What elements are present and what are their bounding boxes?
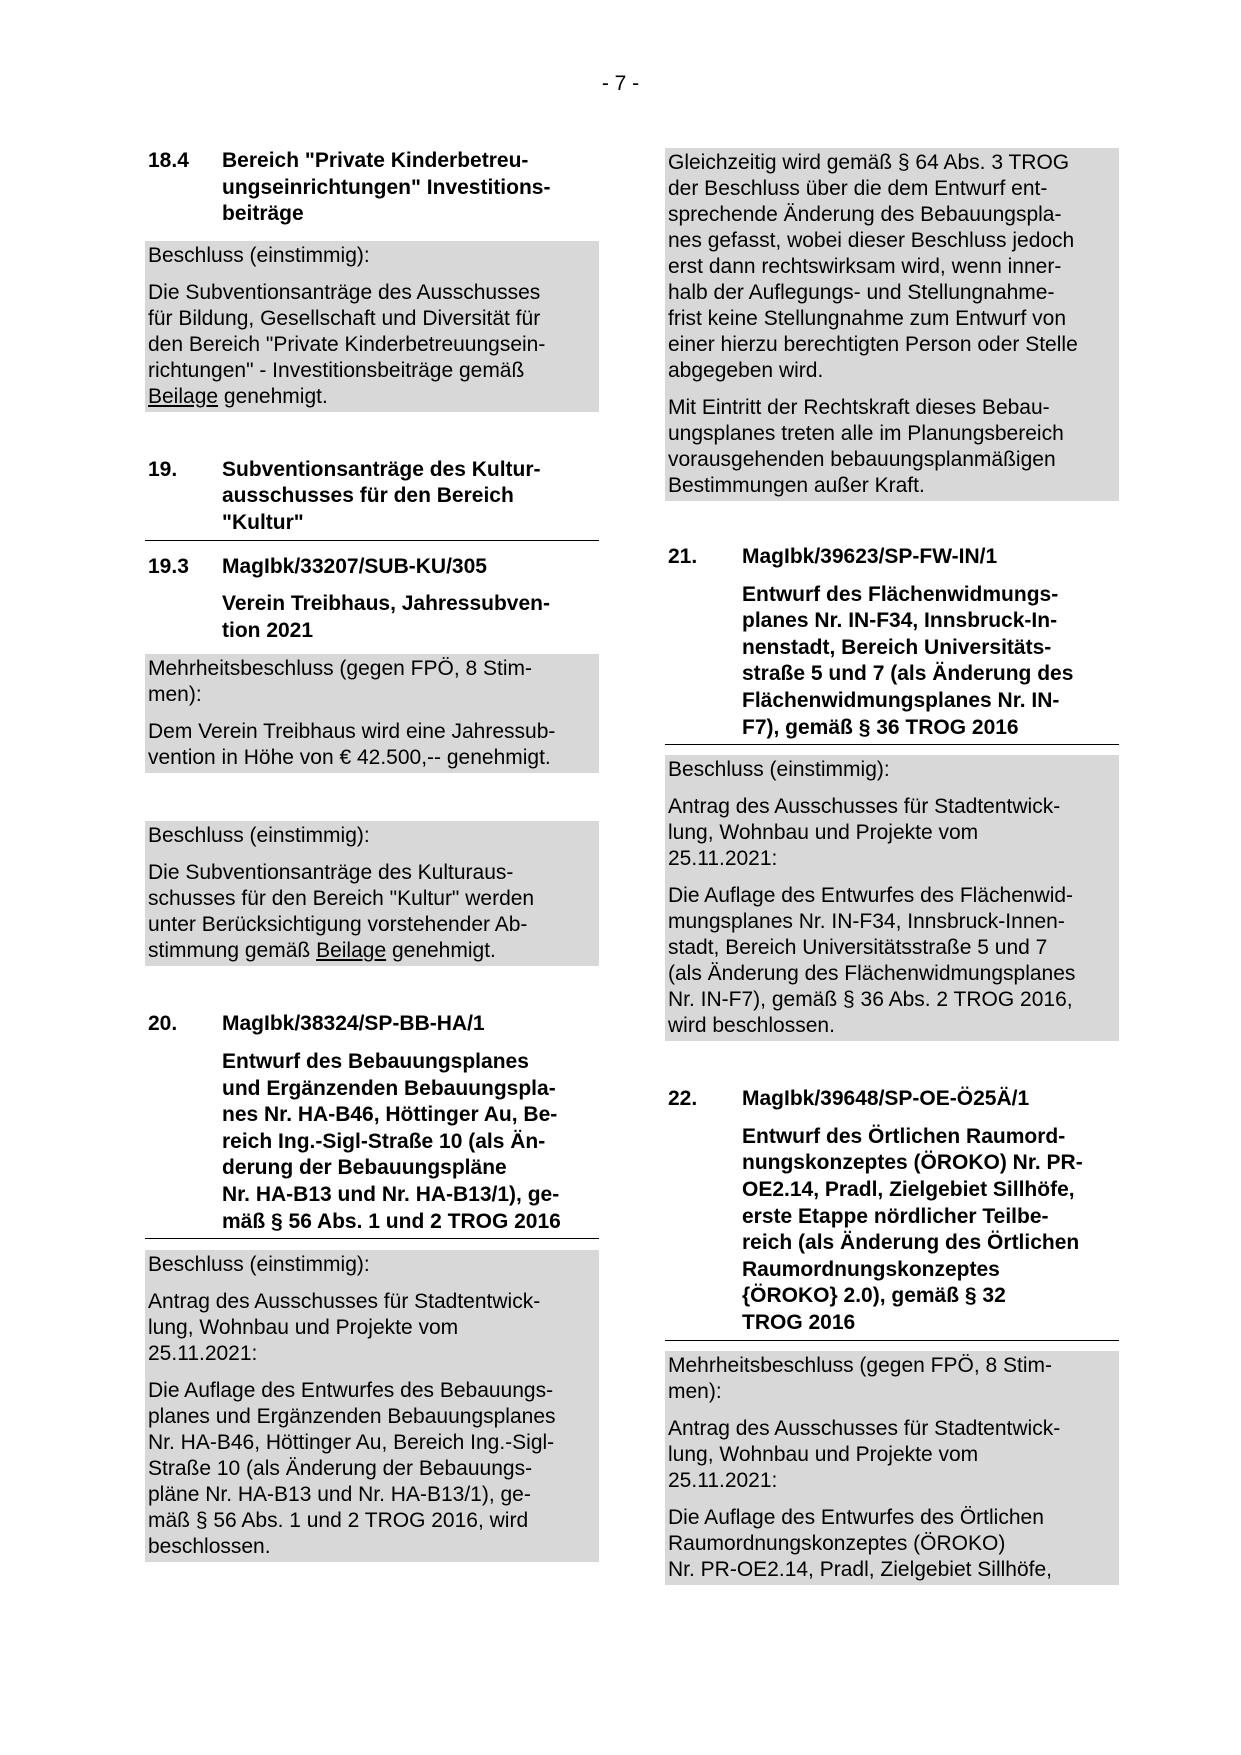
section-18-4-heading [145, 148, 599, 231]
section-title: Verein Treibhaus, Jahressubven- tion 2021 [222, 592, 550, 642]
decision-block [665, 148, 1119, 501]
decision-label: Beschluss (einstimmig): [148, 1253, 370, 1277]
section-title: Entwurf des Bebauungsplanes und Ergänzenden Bebauungspla- nes Nr. HA-B46, Höttinger Au, Be- reich Ing.-Sigl-Straße 10 (als Än- derung der Bebauungspläne Nr. HA-B13 und Nr. HA-B13/1), ge- mäß § 56 Abs. 1 und 2 TROG 2016 [222, 1049, 561, 1233]
section-19-3-heading [145, 554, 599, 648]
section-19-heading [145, 457, 599, 541]
section-21-heading [665, 544, 1119, 745]
decision-text: Dem Verein Treibhaus wird eine Jahressub- vention in Höhe von € 42.500,-- genehmigt. [148, 720, 556, 770]
decision-label: Beschluss (einstimmig): [148, 243, 370, 267]
decision-text: Mit Eintritt der Rechtskraft dieses Bebau- ungsplanes treten alle im Planungsbereich vorausgehenden bebauungsplanmäßigen Bestimmungen außer Kraft. [668, 396, 1064, 497]
decision-text: Gleichzeitig wird gemäß § 64 Abs. 3 TROG der Beschluss über die dem Entwurf ent- sprechende Änderung des Bebauungspla- nes gefasst, wobei dieser Beschluss jedoch erst dann rechtswirksam wird, wenn inner- halb der Auflegungs- und Stellungnahme- frist keine Stellungnahme zum Entwurf von einer hierzu berechtigten Person oder Stelle abgegeben wird. [668, 151, 1078, 382]
section-22-heading [665, 1086, 1119, 1340]
decision-text: Die Subventionsanträge des Ausschusses für Bildung, Gesellschaft und Diversität für den Bereich "Private Kinderbetreuungsein- richtungen" - Investitionsbeiträge gemäß Beilage genehmigt. [148, 280, 546, 408]
section-number: 21. [668, 545, 698, 568]
reference-number: MagIbk/39648/SP-OE-Ö25Ä/1 [742, 1087, 1030, 1111]
beilage-link[interactable]: Beilage [316, 939, 387, 963]
section-title: Entwurf des Flächenwidmungs- planes Nr. IN-F34, Innsbruck-In- nenstadt, Bereich Universitäts- straße 5 und 7 (als Änderung des Flächenwidmungsplanes Nr. IN- F7), gemäß § 36 TROG 2016 [742, 582, 1074, 739]
reference-number: MagIbk/38324/SP-BB-HA/1 [222, 1012, 485, 1036]
decision-label: Beschluss (einstimmig): [668, 758, 890, 782]
decision-label: Beschluss (einstimmig): [148, 824, 370, 848]
motion-text: Antrag des Ausschusses für Stadtentwick- lung, Wohnbau und Projekte vom 25.11.2021: [148, 1290, 541, 1366]
decision-text: Die Auflage des Entwurfes des Flächenwid- mungsplanes Nr. IN-F34, Innsbruck-Innen- stadt, Bereich Universitätsstraße 5 und 7 (als Änderung des Flächenwidmungsplanes Nr. IN-F7), gemäß § 36 Abs. 2 TROG 2016, wird beschlossen. [668, 884, 1076, 1038]
reference-number: MagIbk/39623/SP-FW-IN/1 [742, 545, 998, 568]
section-title: Subventionsanträge des Kultur- ausschusses für den Bereich "Kultur" [222, 457, 541, 534]
section-number: 20. [148, 1012, 178, 1036]
decision-text: Die Auflage des Entwurfes des Örtlichen Raumordnungskonzeptes (ÖROKO) Nr. PR-OE2.14, Pradl, Zielgebiet Sillhöfe, [668, 1505, 1053, 1581]
section-number: 18.4 [148, 149, 189, 172]
reference-number: MagIbk/33207/SUB-KU/305 [222, 554, 487, 578]
decision-block [145, 241, 599, 412]
decision-text: Die Subventionsanträge des Kulturaus- schusses für den Bereich "Kultur" werden unter Berücksichtigung vorstehender Ab- stimmung gemäß Beilage genehmigt. [148, 861, 535, 963]
section-number: 19. [148, 457, 178, 481]
right-column [665, 148, 1119, 1585]
section-number: 19.3 [148, 554, 189, 578]
decision-label: Mehrheitsbeschluss (gegen FPÖ, 8 Stim- men): [668, 1353, 1052, 1403]
section-title: Entwurf des Örtlichen Raumord- nungskonzeptes (ÖROKO) Nr. PR- OE2.14, Pradl, Zielgebiet Sillhöfe, erste Etappe nördlicher Teilbe- reich (als Änderung des Örtlichen Raumordnungskonzeptes {ÖROKO} 2.0), gemäß § 32 TROG 2016 [742, 1124, 1083, 1334]
decision-block [665, 755, 1119, 1041]
motion-text: Antrag des Ausschusses für Stadtentwick- lung, Wohnbau und Projekte vom 25.11.2021: [668, 1416, 1061, 1492]
decision-block [145, 1250, 599, 1562]
section-20-heading [145, 1011, 599, 1239]
beilage-link[interactable]: Beilage [148, 384, 219, 408]
left-column [145, 148, 599, 1562]
decision-label: Mehrheitsbeschluss (gegen FPÖ, 8 Stim- men): [148, 657, 532, 707]
motion-text: Antrag des Ausschusses für Stadtentwick- lung, Wohnbau und Projekte vom 25.11.2021: [668, 795, 1061, 871]
section-title: Bereich "Private Kinderbetreu- ungseinrichtungen" Investitions- beiträge [222, 149, 551, 226]
page-number: - 7 - [601, 72, 640, 95]
section-number: 22. [668, 1087, 698, 1111]
decision-block [665, 1351, 1119, 1585]
decision-text: Die Auflage des Entwurfes des Bebauungs- planes und Ergänzenden Bebauungsplanes Nr. HA-B46, Höttinger Au, Bereich Ing.-Sigl- Straße 10 (als Änderung der Bebauungs- pläne Nr. HA-B13 und Nr. HA-B13/1), ge- mäß § 56 Abs. 1 und 2 TROG 2016, wird beschlossen. [148, 1379, 556, 1559]
decision-block [145, 654, 599, 773]
decision-block [145, 821, 599, 966]
